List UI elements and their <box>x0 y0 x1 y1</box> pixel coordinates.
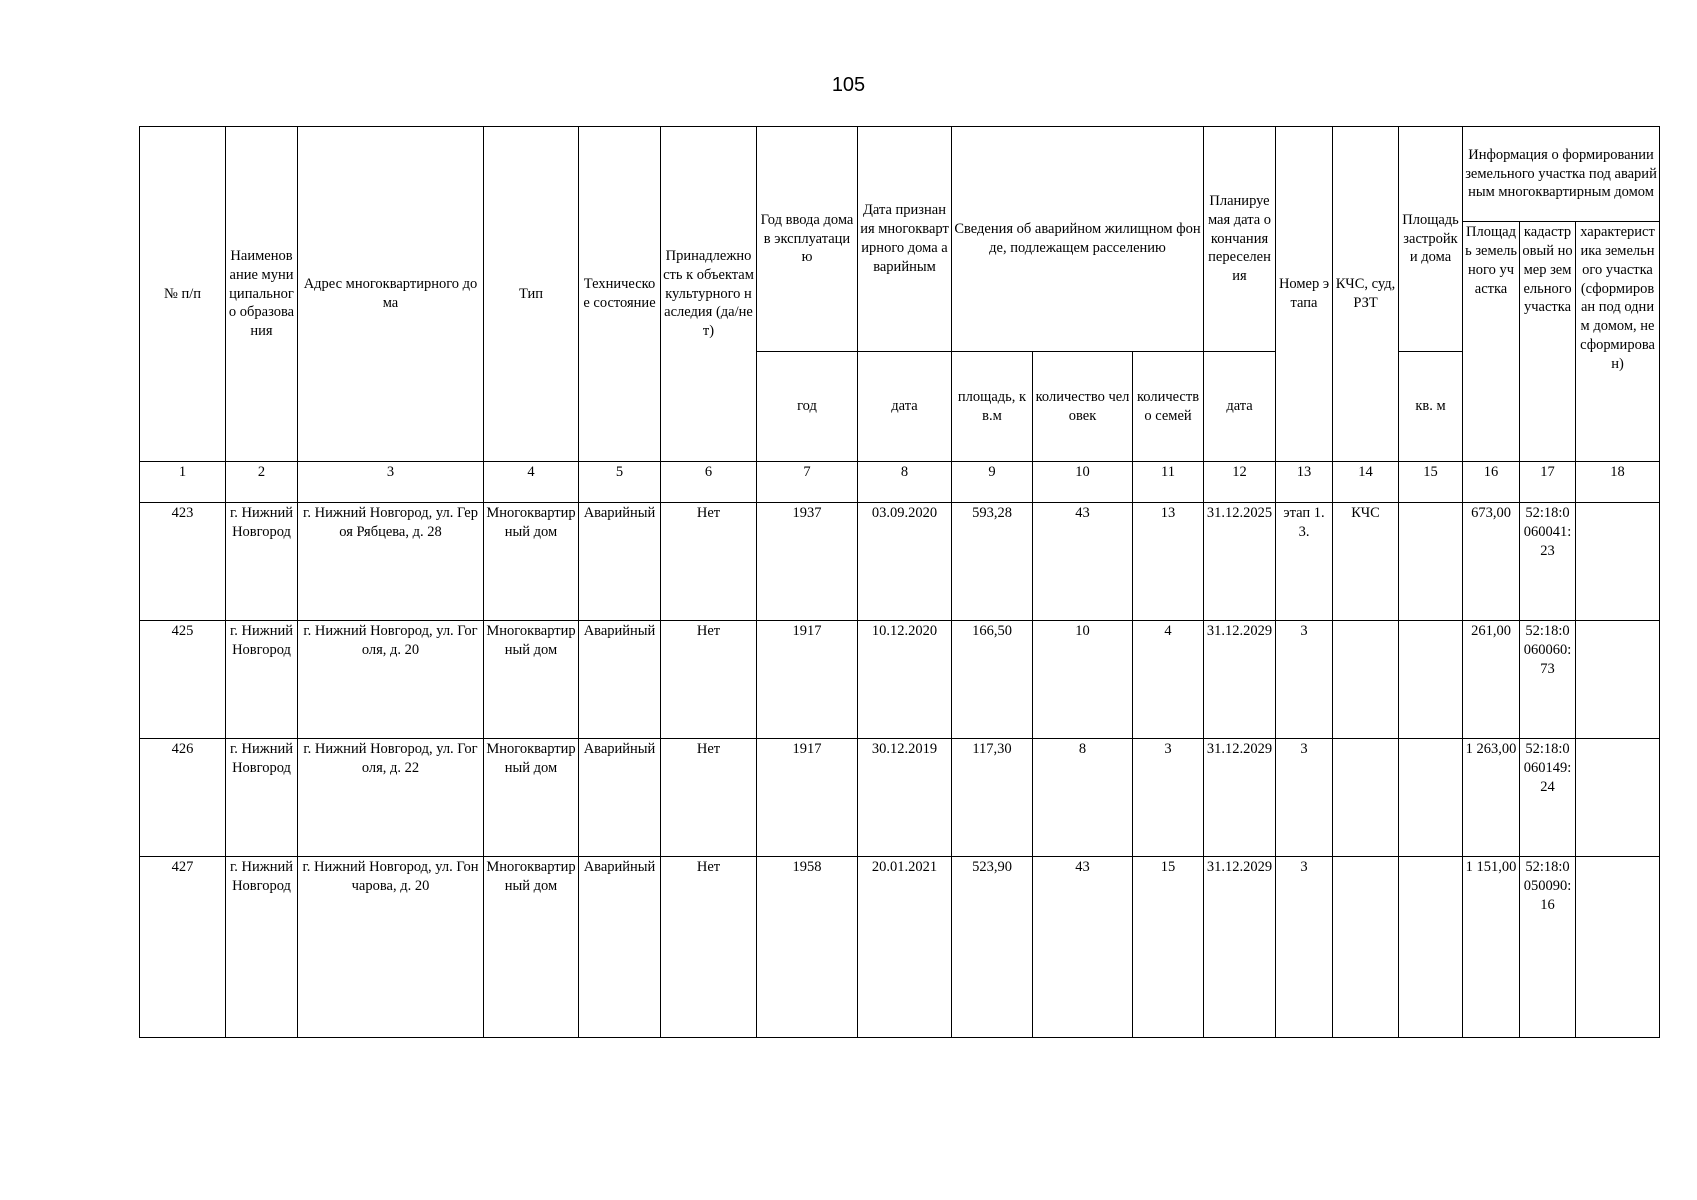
cell-year: 1917 <box>757 621 858 739</box>
subheader-families: количество семей <box>1133 352 1204 462</box>
cell-cadastral: 52:18:0060060:73 <box>1520 621 1576 739</box>
cell-number: 423 <box>140 503 226 621</box>
cell-families: 13 <box>1133 503 1204 621</box>
header-land-characteristic: характеристика земельного участка (сформирован под одним домом, не сформирован) <box>1576 222 1660 462</box>
cell-people: 8 <box>1033 739 1133 857</box>
cell-land-characteristic <box>1576 503 1660 621</box>
cell-date: 10.12.2020 <box>858 621 952 739</box>
cell-people: 43 <box>1033 857 1133 1038</box>
cell-cadastral: 52:18:0060041:23 <box>1520 503 1576 621</box>
cell-type: Многоквартирный дом <box>484 739 579 857</box>
cell-land-area: 673,00 <box>1463 503 1520 621</box>
cell-planned-date: 31.12.2029 <box>1204 621 1276 739</box>
cell-people: 10 <box>1033 621 1133 739</box>
cell-state: Аварийный <box>579 621 661 739</box>
cell-kchs <box>1333 621 1399 739</box>
cell-stage: этап 1.3. <box>1276 503 1333 621</box>
column-number: 1 <box>140 462 226 503</box>
column-number: 8 <box>858 462 952 503</box>
cell-type: Многоквартирный дом <box>484 857 579 1038</box>
page-number: 105 <box>831 74 866 96</box>
cell-families: 15 <box>1133 857 1204 1038</box>
header-kchs: КЧС, суд, РЗТ <box>1333 127 1399 462</box>
cell-type: Многоквартирный дом <box>484 503 579 621</box>
table-row <box>140 621 1660 739</box>
cell-municipality: г. Нижний Новгород <box>226 739 298 857</box>
cell-state: Аварийный <box>579 503 661 621</box>
subheader-planned-date: дата <box>1204 352 1276 462</box>
cell-cadastral: 52:18:0050090:16 <box>1520 857 1576 1038</box>
table-row <box>140 857 1660 1038</box>
header-heritage: Принадлежность к объектам культурного наследия (да/нет) <box>661 127 757 462</box>
cell-year: 1937 <box>757 503 858 621</box>
subheader-people: количество человек <box>1033 352 1133 462</box>
header-cadastral-number: кадастровый номер земельного участка <box>1520 222 1576 462</box>
cell-type: Многоквартирный дом <box>484 621 579 739</box>
cell-land-characteristic <box>1576 621 1660 739</box>
column-number: 4 <box>484 462 579 503</box>
cell-families: 4 <box>1133 621 1204 739</box>
subheader-area: площадь, кв.м <box>952 352 1033 462</box>
column-number: 5 <box>579 462 661 503</box>
cell-land-characteristic <box>1576 857 1660 1038</box>
column-number: 18 <box>1576 462 1660 503</box>
cell-land-area: 261,00 <box>1463 621 1520 739</box>
cell-municipality: г. Нижний Новгород <box>226 503 298 621</box>
header-land-plot-info: Информация о формировании земельного участка под аварийным многоквартирным домом <box>1463 127 1660 222</box>
cell-building-area <box>1399 621 1463 739</box>
cell-planned-date: 31.12.2029 <box>1204 739 1276 857</box>
cell-heritage: Нет <box>661 739 757 857</box>
cell-number: 426 <box>140 739 226 857</box>
cell-address: г. Нижний Новгород, ул. Гоголя, д. 20 <box>298 621 484 739</box>
column-number: 3 <box>298 462 484 503</box>
column-number: 9 <box>952 462 1033 503</box>
table-row <box>140 503 1660 621</box>
cell-land-characteristic <box>1576 739 1660 857</box>
cell-state: Аварийный <box>579 739 661 857</box>
cell-date: 03.09.2020 <box>858 503 952 621</box>
cell-number: 425 <box>140 621 226 739</box>
cell-state: Аварийный <box>579 857 661 1038</box>
header-number: № п/п <box>140 127 226 462</box>
cell-area: 166,50 <box>952 621 1033 739</box>
column-number: 7 <box>757 462 858 503</box>
cell-stage: 3 <box>1276 621 1333 739</box>
cell-heritage: Нет <box>661 621 757 739</box>
header-municipality: Наименование муниципального образования <box>226 127 298 462</box>
column-number: 15 <box>1399 462 1463 503</box>
cell-stage: 3 <box>1276 857 1333 1038</box>
cell-number: 427 <box>140 857 226 1038</box>
cell-municipality: г. Нижний Новгород <box>226 857 298 1038</box>
header-type: Тип <box>484 127 579 462</box>
subheader-date: дата <box>858 352 952 462</box>
header-year-commission: Год ввода дома в эксплуатацию <box>757 127 858 352</box>
cell-heritage: Нет <box>661 503 757 621</box>
header-technical-state: Техническое состояние <box>579 127 661 462</box>
cell-cadastral: 52:18:0060149:24 <box>1520 739 1576 857</box>
cell-kchs <box>1333 857 1399 1038</box>
cell-planned-date: 31.12.2025 <box>1204 503 1276 621</box>
cell-land-area: 1 151,00 <box>1463 857 1520 1038</box>
column-number: 12 <box>1204 462 1276 503</box>
table-row <box>140 739 1660 857</box>
column-number: 17 <box>1520 462 1576 503</box>
header-address: Адрес многоквартирного дома <box>298 127 484 462</box>
cell-area: 523,90 <box>952 857 1033 1038</box>
header-emergency-fund: Сведения об аварийном жилищном фонде, подлежащем расселению <box>952 127 1204 352</box>
emergency-housing-table <box>139 126 1660 1038</box>
cell-building-area <box>1399 857 1463 1038</box>
cell-year: 1958 <box>757 857 858 1038</box>
column-number: 2 <box>226 462 298 503</box>
subheader-building-area-unit: кв. м <box>1399 352 1463 462</box>
cell-address: г. Нижний Новгород, ул. Героя Рябцева, д. 28 <box>298 503 484 621</box>
cell-heritage: Нет <box>661 857 757 1038</box>
header-stage-number: Номер этапа <box>1276 127 1333 462</box>
cell-municipality: г. Нижний Новгород <box>226 621 298 739</box>
cell-area: 593,28 <box>952 503 1033 621</box>
column-number: 13 <box>1276 462 1333 503</box>
header-planned-date: Планируемая дата окончания переселения <box>1204 127 1276 352</box>
cell-address: г. Нижний Новгород, ул. Гончарова, д. 20 <box>298 857 484 1038</box>
cell-planned-date: 31.12.2029 <box>1204 857 1276 1038</box>
cell-people: 43 <box>1033 503 1133 621</box>
cell-kchs: КЧС <box>1333 503 1399 621</box>
cell-families: 3 <box>1133 739 1204 857</box>
cell-date: 30.12.2019 <box>858 739 952 857</box>
column-number: 10 <box>1033 462 1133 503</box>
column-number: 14 <box>1333 462 1399 503</box>
cell-year: 1917 <box>757 739 858 857</box>
cell-land-area: 1 263,00 <box>1463 739 1520 857</box>
header-recognition-date: Дата признания многоквартирного дома аварийным <box>858 127 952 352</box>
cell-address: г. Нижний Новгород, ул. Гоголя, д. 22 <box>298 739 484 857</box>
cell-building-area <box>1399 739 1463 857</box>
header-building-area: Площадь застройки дома <box>1399 127 1463 352</box>
header-land-area: Площадь земельного участка <box>1463 222 1520 462</box>
column-number: 6 <box>661 462 757 503</box>
column-number: 11 <box>1133 462 1204 503</box>
cell-kchs <box>1333 739 1399 857</box>
cell-building-area <box>1399 503 1463 621</box>
column-number: 16 <box>1463 462 1520 503</box>
cell-stage: 3 <box>1276 739 1333 857</box>
subheader-year: год <box>757 352 858 462</box>
cell-date: 20.01.2021 <box>858 857 952 1038</box>
cell-area: 117,30 <box>952 739 1033 857</box>
